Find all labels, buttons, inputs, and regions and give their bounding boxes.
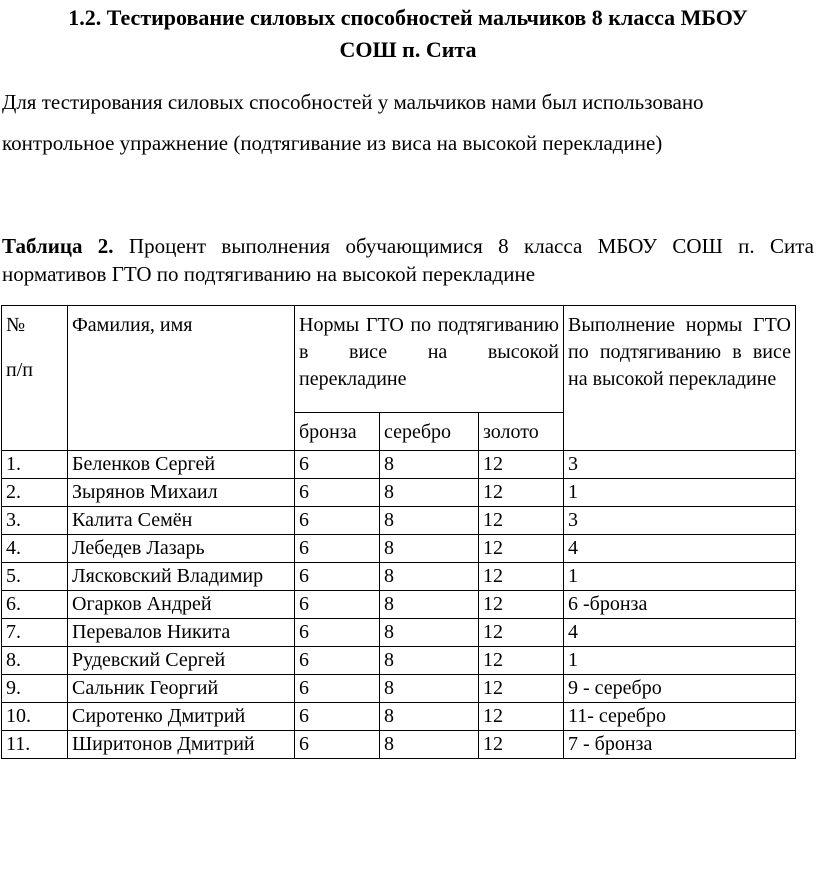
cell-result: 6 -бронза [564,591,796,619]
cell-name: Перевалов Никита [68,619,295,647]
table-row [2,619,796,647]
table-caption-label: Таблица 2. [2,234,114,258]
cell-silver: 8 [380,703,479,731]
cell-name: Лебедев Лазарь [68,535,295,563]
table-header-row [2,306,796,413]
table-row [2,647,796,675]
cell-number: 6. [2,591,68,619]
table-row [2,703,796,731]
table-row [2,731,796,759]
cell-gold: 12 [479,535,564,563]
cell-silver: 8 [380,731,479,759]
cell-name: Сиротенко Дмитрий [68,703,295,731]
table-row [2,535,796,563]
header-bronze: бронза [295,413,380,451]
cell-bronze: 6 [295,619,380,647]
heading-line-1: 1.2. Тестирование силовых способностей мальчиков 8 класса МБОУ [68,5,748,30]
cell-silver: 8 [380,479,479,507]
cell-bronze: 6 [295,451,380,479]
cell-silver: 8 [380,451,479,479]
cell-bronze: 6 [295,675,380,703]
cell-name: Калита Семён [68,507,295,535]
header-gold: золото [479,413,564,451]
cell-bronze: 6 [295,507,380,535]
cell-number: 8. [2,647,68,675]
cell-name: Сальник Георгий [68,675,295,703]
cell-number: 10. [2,703,68,731]
cell-number: 11. [2,731,68,759]
cell-bronze: 6 [295,731,380,759]
cell-bronze: 6 [295,535,380,563]
table-row [2,507,796,535]
cell-result: 11- серебро [564,703,796,731]
intro-paragraph: Для тестирования силовых способностей у мальчиков нами был использовано контрольное упражнение (подтягивание из виса на высокой перекладине) [2,90,704,155]
cell-gold: 12 [479,507,564,535]
cell-name: Лясковский Владимир [68,563,295,591]
cell-result: 1 [564,563,796,591]
cell-result: 3 [564,507,796,535]
cell-silver: 8 [380,563,479,591]
cell-number: 2. [2,479,68,507]
cell-bronze: 6 [295,479,380,507]
cell-silver: 8 [380,647,479,675]
cell-silver: 8 [380,619,479,647]
cell-name: Беленков Сергей [68,451,295,479]
header-number: № п/п [2,306,68,451]
cell-bronze: 6 [295,591,380,619]
cell-bronze: 6 [295,703,380,731]
cell-number: 5. [2,563,68,591]
table-row [2,591,796,619]
table-row [2,479,796,507]
cell-number: 7. [2,619,68,647]
cell-gold: 12 [479,647,564,675]
cell-bronze: 6 [295,647,380,675]
cell-number: 1. [2,451,68,479]
cell-gold: 12 [479,731,564,759]
cell-number: 4. [2,535,68,563]
cell-result: 7 - бронза [564,731,796,759]
table-caption [2,232,814,288]
header-result: Выполнение нормы ГТО по подтягиванию в висе на высокой перекладине [564,306,796,451]
cell-name: Огарков Андрей [68,591,295,619]
cell-gold: 12 [479,451,564,479]
header-norms: Нормы ГТО по подтягиванию в висе на высокой перекладине [295,306,564,413]
cell-name: Зырянов Михаил [68,479,295,507]
table-row [2,675,796,703]
cell-gold: 12 [479,591,564,619]
results-table [1,305,796,759]
cell-gold: 12 [479,563,564,591]
cell-silver: 8 [380,507,479,535]
cell-gold: 12 [479,703,564,731]
cell-silver: 8 [380,675,479,703]
cell-name: Рудевский Сергей [68,647,295,675]
cell-bronze: 6 [295,563,380,591]
table-row [2,563,796,591]
table-caption-text: Процент выполнения обучающимися 8 класса МБОУ СОШ п. Сита нормативов ГТО по подтягиванию на высокой перекладине [2,234,814,286]
cell-gold: 12 [479,675,564,703]
cell-gold: 12 [479,619,564,647]
cell-number: 9. [2,675,68,703]
header-name: Фамилия, имя [68,306,295,451]
cell-silver: 8 [380,591,479,619]
cell-gold: 12 [479,479,564,507]
cell-result: 3 [564,451,796,479]
cell-result: 4 [564,535,796,563]
cell-name: Ширитонов Дмитрий [68,731,295,759]
table-row [2,451,796,479]
cell-number: 3. [2,507,68,535]
heading-line-2: СОШ п. Сита [339,37,477,62]
cell-result: 4 [564,619,796,647]
cell-result: 9 - серебро [564,675,796,703]
cell-silver: 8 [380,535,479,563]
cell-result: 1 [564,647,796,675]
section-heading [0,2,816,66]
cell-result: 1 [564,479,796,507]
header-silver: серебро [380,413,479,451]
